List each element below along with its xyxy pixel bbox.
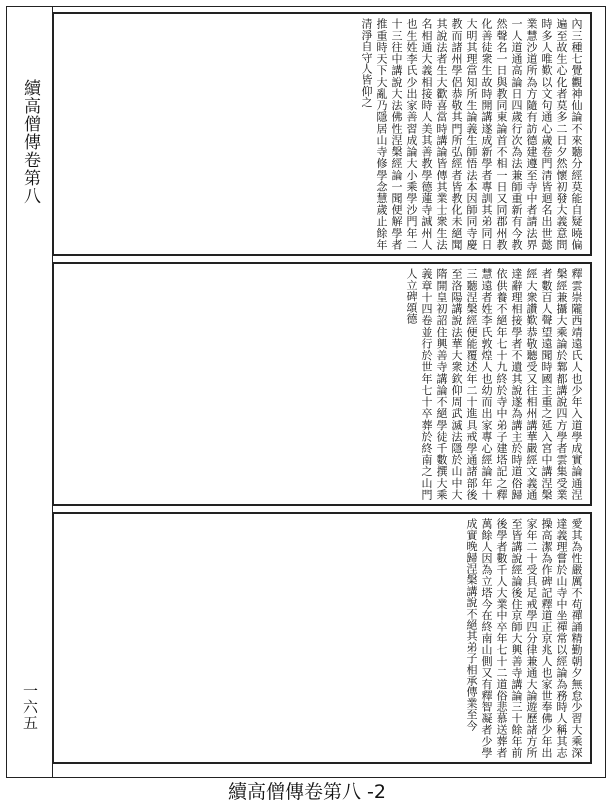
text-panel-middle [52, 262, 592, 506]
volume-title: 續高僧傳卷第八 [20, 79, 40, 205]
page-margin [7, 7, 53, 777]
image-caption: 續高僧傳卷第八 -2 [228, 781, 386, 803]
vertical-text-top: 內三種七覺觀神仙論不來聽分經莫能自疑曉偏遍至故生心化者莫多二日夕然懷初發大義意問時多人唯歎以文句通心歲卷門清皆迴名出世懿業慧沙道所為方隨有訪德建遵至寺中者請法界一人道通高論日四歲行次為法兼師重新有今教然聲名一日與教同東論首不相一日又同郡州教化善徒衆生故時開講遂成新學者專訓其弟同日大明其理當知所生論義生師悟法本因師同寺慶教而諸州學侶恭敬其門所弘經者皆教化未絕聞其說法者生大歡喜當時講論皆傳其業士衆生法名相通大義相接時人美其善教學德蓮寺誠州人也生姓李氏少出家善習成論大小乘學沙門年二十三往中講說大法佛性涅槃經論一聞便解學者推重時天下大亂乃隱居山寺修學念慧歲止餘年清淨自守人皆仰之 [360, 18, 583, 250]
vertical-text-middle: 釋雲崇隴西靖遠氏人也少年入道學成實論通涅槃經兼攝大乘論於鄴都講說四方學者雲集受業者數百人聲望遠聞時國主重之延入宮中講涅槃經大衆讚歎恭敬聽受又往相州講華嚴經文義通達辭理相接學者不遺其說遂為講主於時道俗歸依供養不絕年七十九終於寺中弟子建塔記之釋慧遠者姓李氏敦煌人也幼而出家專心經論年十三聽涅槃經便能覆述年二十進具戒學通諸部後至洛陽講說法華大衆欽仰周武滅法隱於山中大隋開皇初詔住興善寺講論不絕學徒千數撰大乘義章十四卷並行於世年七十卒葬於終南之山門人立碑頌德 [405, 268, 583, 500]
text-panel-top [52, 12, 592, 256]
page-number: 一六五 [21, 683, 39, 731]
vertical-text-bottom: 愛其為性嚴厲不苟禪誦精勤朝夕無怠少習大乘深達義理嘗於山寺中坐禪常以經論為務時人稱其志操高潔為作碑記釋道正京兆人也家世奉佛少年出家年二十受具足戒學四分律兼通大論遊歷諸方所至皆講說經論後住京師大興善寺講論三十餘年前後學者數千人大業中卒年七十二道俗悲慕送葬者萬餘人因為立塔今在終南山側又有釋智凝者少學成實晚歸涅槃講說不絕其弟子相承傳業至今 [465, 518, 583, 758]
text-panel-bottom [52, 512, 592, 764]
